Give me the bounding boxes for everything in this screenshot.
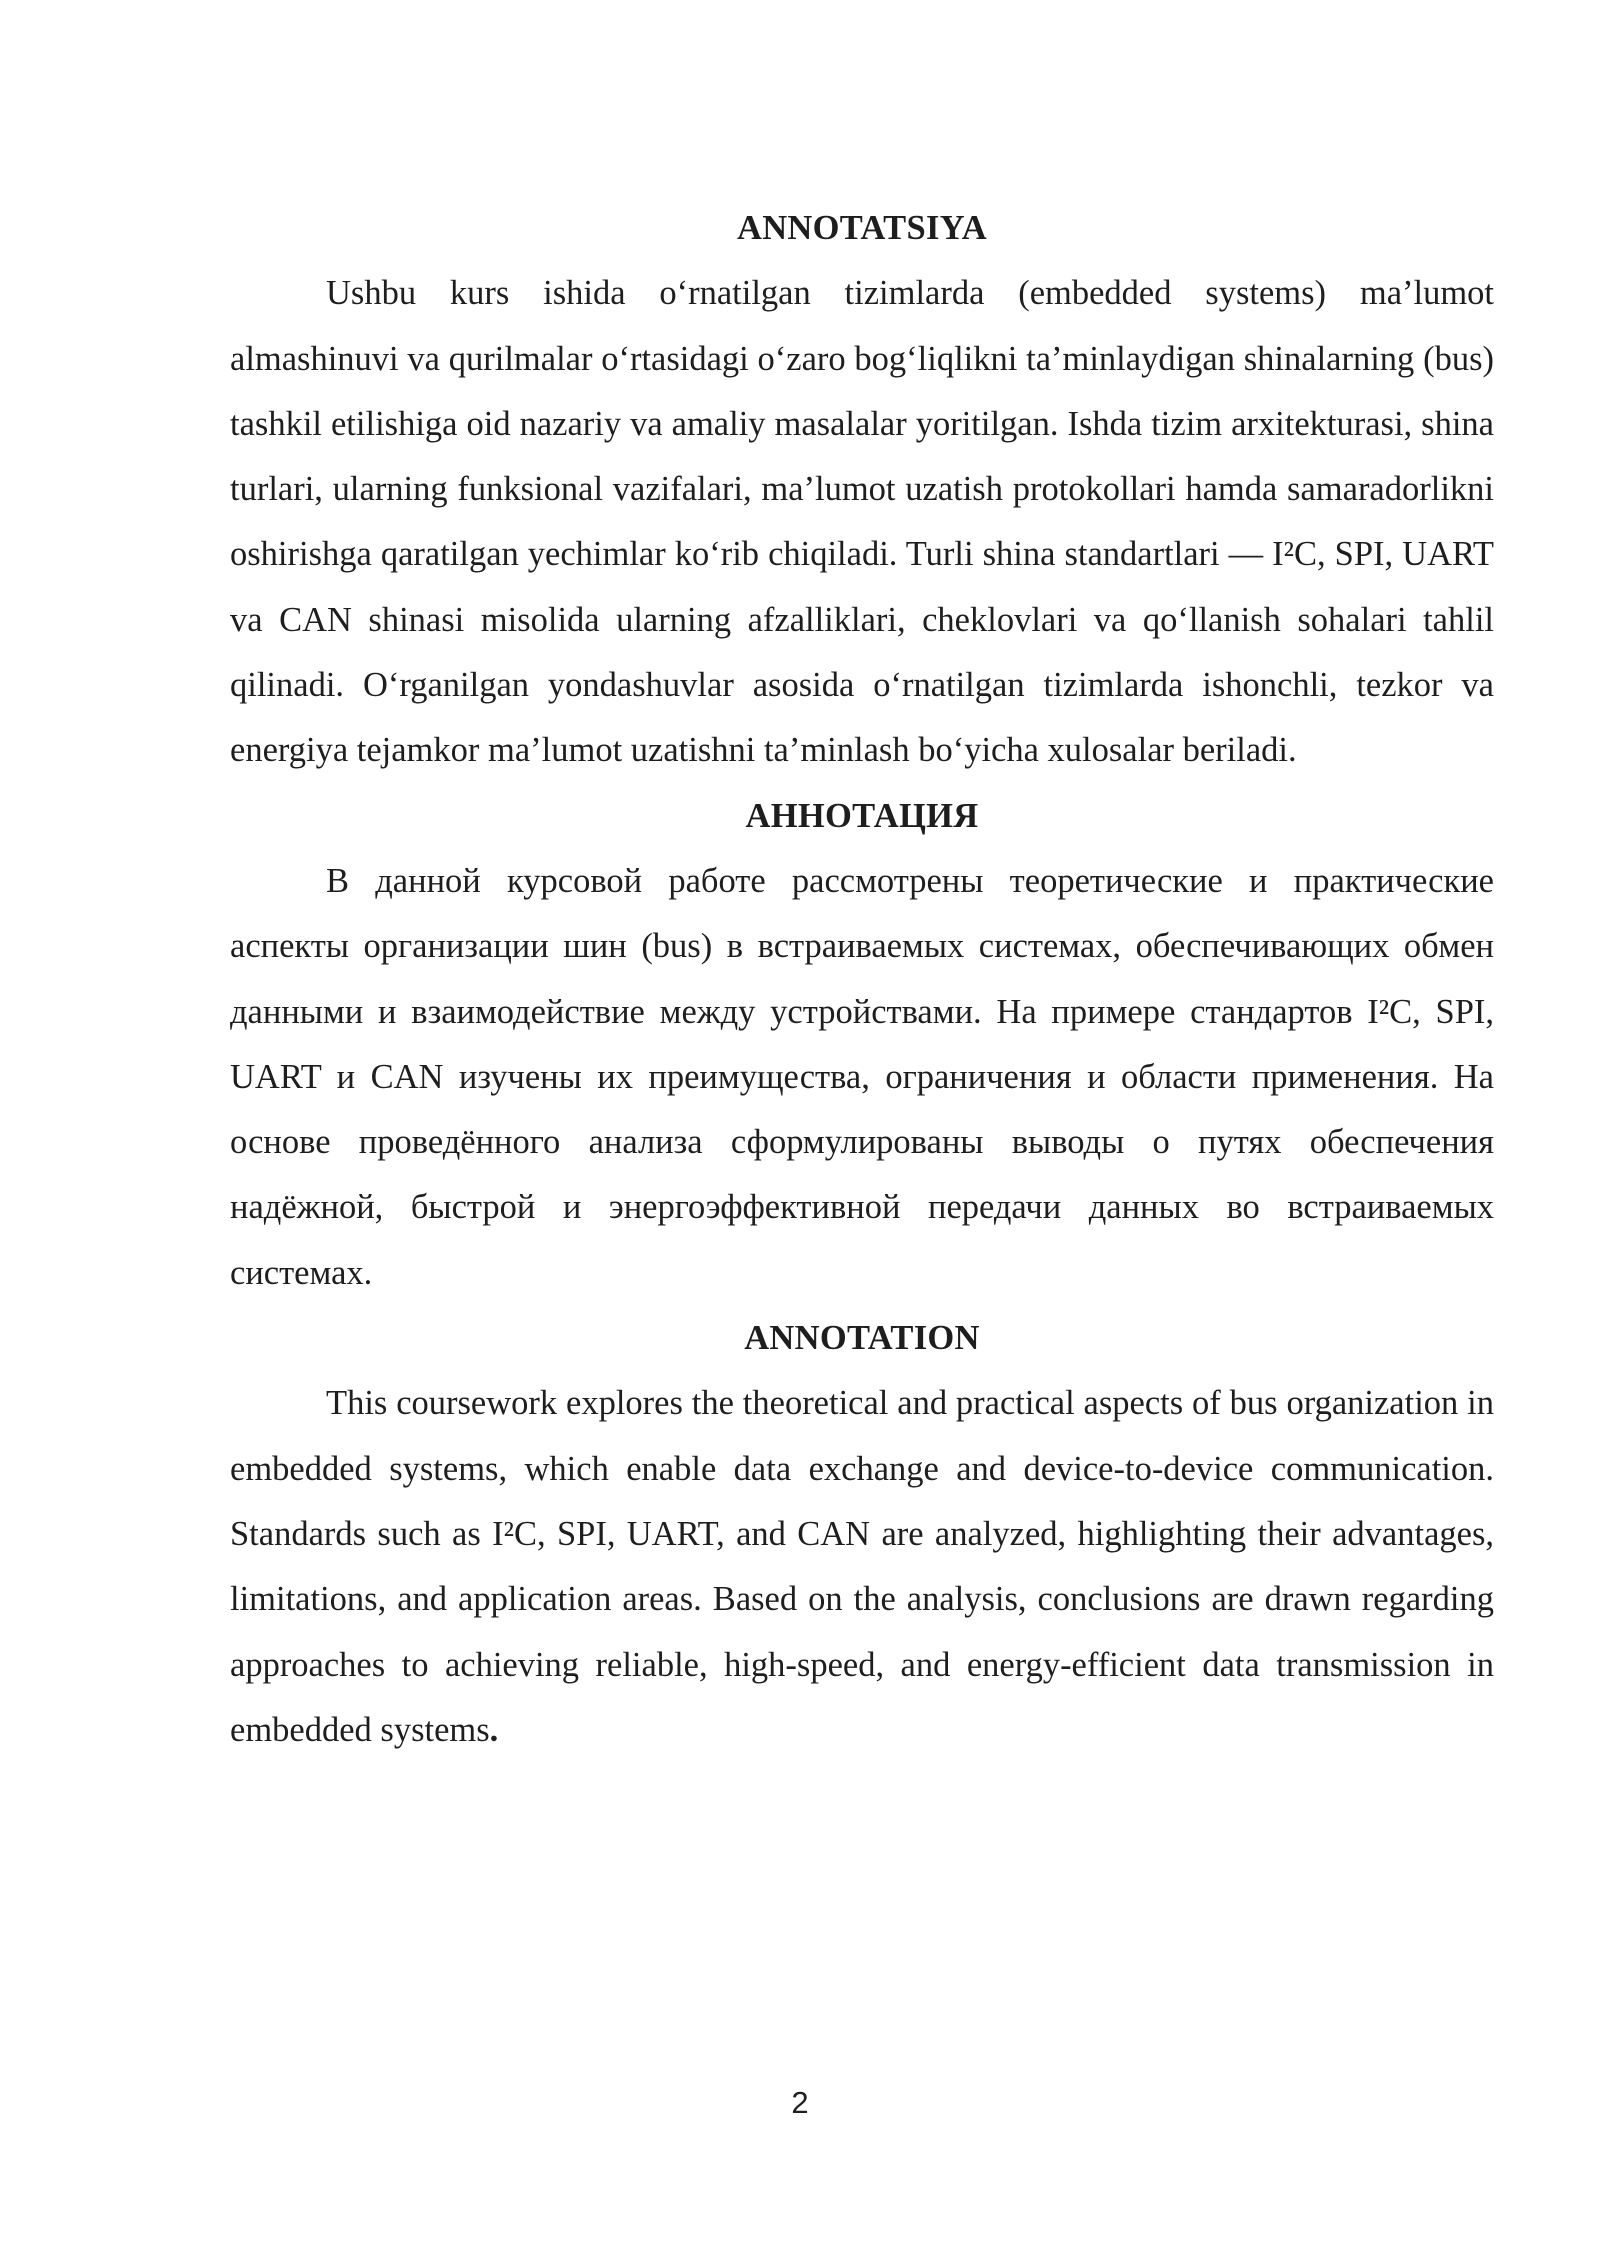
paragraph-annotatsiya: Ushbu kurs ishida o‘rnatilgan tizimlarda (embedded systems) ma’lumot almashinuvi va qurilmalar o‘rtasidagi o‘zaro bog‘liqlikni ta’minlaydigan shinalarning (bus) tashkil etilishiga oid nazariy va amaliy masalalar yoritilgan. Ishda tizim arxitekturasi, shina turlari, ularning funksional vazifalari, ma’lumot uzatish protokollari hamda samaradorlikni oshirishga qaratilgan yechimlar ko‘rib chiqiladi. Turli shina standartlari — I²C, SPI, UART va CAN shinasi misolida ularning afzalliklari, cheklovlari va qo‘llanish sohalari tahlil qilinadi. O‘rganilgan yondashuvlar asosida o‘rnatilgan tizimlarda ishonchli, tezkor va energiya tejamkor ma’lumot uzatishni ta’minlash bo‘yicha xulosalar beriladi. bbox=[230, 274, 1494, 770]
paragraph-annotation-end-period: . bbox=[489, 1710, 499, 1749]
heading-annotation: ANNOTATION bbox=[744, 1319, 980, 1358]
page-content bbox=[230, 196, 1494, 1763]
page-number: 2 bbox=[791, 2085, 809, 2120]
paragraph-annotation-text: This coursework explores the theoretical and practical aspects of bus organization in embedded systems, which enable data exchange and device-to-device communication. Standards such as I²C, SPI, UART, and CAN are analyzed, highlighting their advantages, limitations, and application areas. Based on the analysis, conclusions are drawn regarding approaches to achieving reliable, high-speed, and energy-efficient data transmission in embedded systems bbox=[230, 1384, 1494, 1749]
heading-annotatsiya-ru: АННОТАЦИЯ bbox=[745, 796, 979, 835]
paragraph-annotation bbox=[230, 1371, 1494, 1763]
paragraph-annotatsiya-ru: В данной курсовой работе рассмотрены теоретические и практические аспекты организации шин (bus) в встраиваемых системах, обеспечивающих обмен данными и взаимодействие между устройствами. На примере стандартов I²C, SPI, UART и CAN изучены их преимущества, ограничения и области применения. На основе проведённого анализа сформулированы выводы о путях обеспечения надёжной, быстрой и энергоэффективной передачи данных во встраиваемых системах. bbox=[230, 861, 1494, 1292]
heading-annotatsiya: ANNOTATSIYA bbox=[737, 209, 987, 247]
